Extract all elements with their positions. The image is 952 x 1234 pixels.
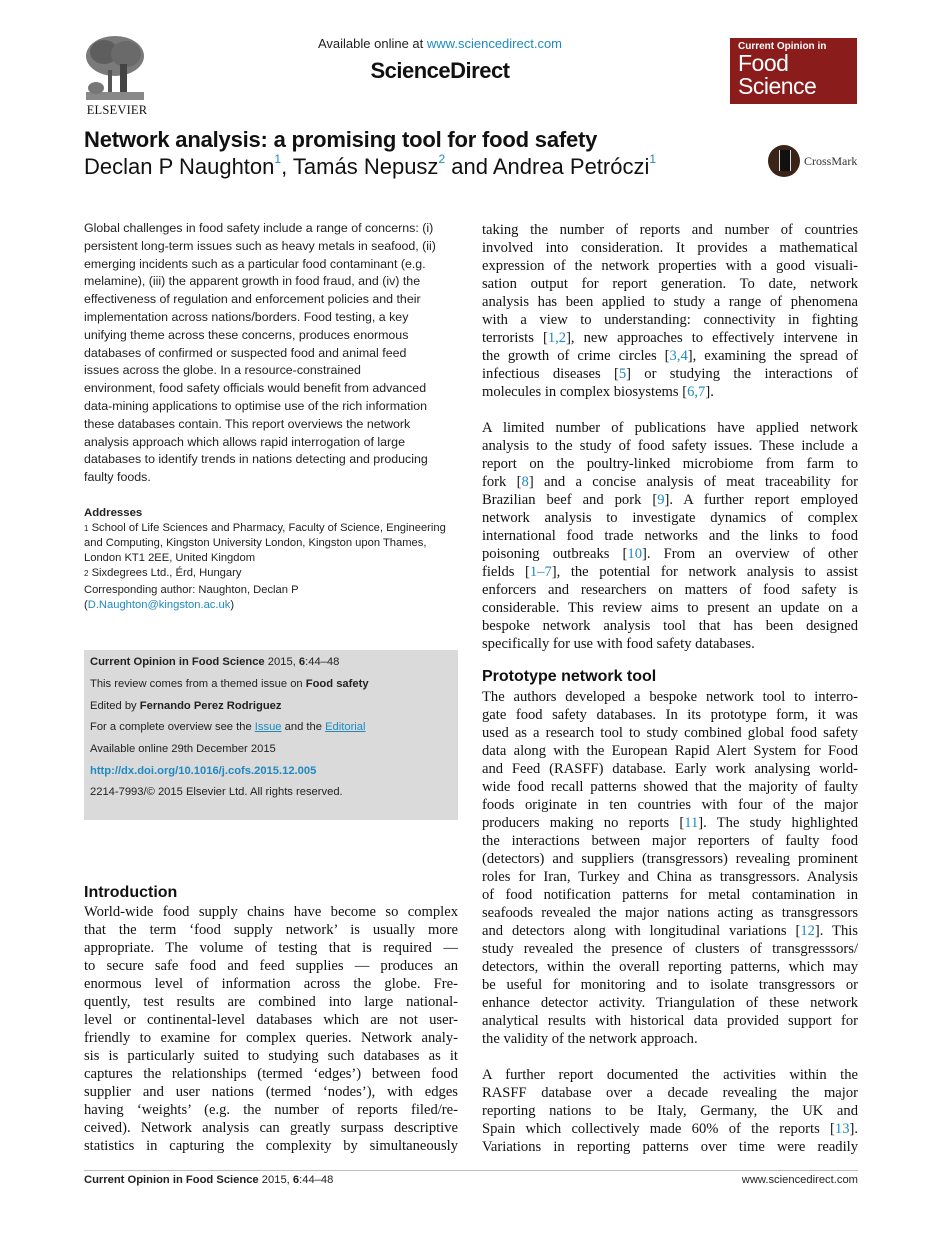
available-online-line <box>230 36 650 51</box>
text-line: enhance detector activity. Triangulation of these network <box>482 995 858 1011</box>
abstract-line: Global challenges in food safety include a range of concerns: (i) <box>84 221 434 235</box>
text-line: having ‘weights’ (e.g. the number of reports filed/re- <box>84 1102 458 1118</box>
prototype-heading: Prototype network tool <box>482 668 657 685</box>
text-line: wide food recall patterns showed that the majority of faulty <box>482 779 858 795</box>
text-line: of food notification patterns for metal contamination in <box>482 887 858 903</box>
text-line: analytical results with historical data provided support for <box>482 1013 858 1029</box>
text-line: supplier and user nations (termed ‘nodes’), with edges <box>84 1084 458 1100</box>
publisher-name: ELSEVIER <box>86 103 148 117</box>
abstract-line: analysis approach which allows rapid interrogation of large <box>84 434 405 449</box>
corresponding-email-wrap: (D.Naughton@kingston.ac.uk) <box>84 599 235 611</box>
editorial-link[interactable]: Editorial <box>325 721 366 733</box>
corresponding-email-link[interactable]: D.Naughton@kingston.ac.uk <box>87 599 231 611</box>
address-line: School of Life Sciences and Pharmacy, Faculty of Science, Engineering <box>91 522 446 534</box>
author-name: Andrea Petróczi <box>492 154 650 179</box>
abstract-line: issues across the globe. In a resource-constrained <box>84 363 361 378</box>
text-line: quently, test results are combined into large national- <box>84 994 458 1010</box>
info-themed-topic: Food safety <box>305 678 369 690</box>
text-line: fields [1–7], the potential for network analysis to assist <box>482 564 858 580</box>
affiliation-marker[interactable]: 1 <box>274 152 282 166</box>
body-paragraph-rasff <box>482 1066 858 1156</box>
footer-volume: 6 <box>292 1174 300 1186</box>
citation-link[interactable]: 8 <box>521 474 529 490</box>
journal-badge-line1: Food <box>738 50 789 76</box>
citation-link[interactable]: 1–7 <box>529 564 552 580</box>
abstract-line: persistent long-term issues such as heavy metals in seafood, (ii) <box>84 238 436 253</box>
citation-link[interactable]: 12 <box>800 923 815 939</box>
doi-link[interactable]: http://dx.doi.org/10.1016/j.cofs.2015.12.005 <box>90 765 317 777</box>
text-line: be useful for monitoring and to isolate transgressors or <box>482 977 858 993</box>
author-separator: and <box>445 154 493 179</box>
text-line: with a view to understanding: connectivity in fighting <box>482 312 858 328</box>
text-line: level or continental-level databases which are not user- <box>84 1012 458 1028</box>
author-name: Tamás Nepusz <box>292 154 439 179</box>
address-line: Sixdegrees Ltd., Érd, Hungary <box>91 567 242 579</box>
abstract-line: databases to identify trends in nations detecting and producing <box>84 452 428 467</box>
body-paragraph-food-safety-publications <box>482 419 858 653</box>
available-online-prefix: Available online at <box>317 36 424 51</box>
citation-link[interactable]: 10 <box>627 546 643 562</box>
text-line: producers making no reports [11]. The study highlighted <box>482 815 859 831</box>
info-editor-name: Fernando Perez Rodriguez <box>139 700 282 712</box>
text-line: expression of the network properties with a good visuali- <box>482 258 858 274</box>
text-line: appropriate. The volume of testing that is required — <box>84 940 458 956</box>
info-themed-issue <box>90 678 369 690</box>
author-name: Declan P Naughton <box>84 154 275 179</box>
text-line: international food trade networks and the links to food <box>482 528 858 544</box>
text-line: (detectors) and suppliers (transgressors) revealing prominent <box>482 851 858 867</box>
text-line: analysis has been applied to study a range of phenomena <box>482 294 858 310</box>
abstract-line: unifying theme across these concerns, produces enormous <box>84 327 409 342</box>
author-list <box>84 154 656 180</box>
info-copyright: 2214-7993/© 2015 Elsevier Ltd. All rights reserved. <box>90 786 343 798</box>
journal-badge-top: Current Opinion in <box>738 41 827 52</box>
text-line: data along with the European Rapid Alert System for Food <box>482 743 858 759</box>
affiliation-marker[interactable]: 1 <box>649 152 657 166</box>
footer-divider <box>84 1170 858 1171</box>
info-available: Available online 29th December 2015 <box>90 743 276 755</box>
citation-link[interactable]: 13 <box>834 1121 850 1137</box>
introduction-heading: Introduction <box>84 884 178 901</box>
address-number: 2 <box>84 569 89 578</box>
citation-link[interactable]: 11 <box>684 815 699 831</box>
abstract-line: implementation across nations/borders. Food testing, a key <box>84 309 409 324</box>
abstract-line: emerging incidents such as a particular food contaminant (e.g. <box>84 256 426 271</box>
prototype-paragraph <box>482 688 858 1048</box>
text-line: gate food safety databases. In its prototype form, it was <box>482 707 858 723</box>
addresses-heading: Addresses <box>84 507 143 519</box>
info-volume: 6 <box>298 656 306 668</box>
text-line: bespoke network analysis tool that has been designed <box>482 618 858 634</box>
text-line: that the term ‘food supply network’ is usually more <box>84 922 458 938</box>
abstract-line: environment, food safety officials would benefit from advanced <box>84 381 427 396</box>
citation-link[interactable]: 6,7 <box>687 384 706 400</box>
issue-link[interactable]: Issue <box>254 721 282 733</box>
info-editor <box>90 700 282 712</box>
article-info-box <box>84 650 458 820</box>
author-separator: , <box>281 154 293 179</box>
info-pages: :44–48 <box>305 656 340 668</box>
text-line: sation output for report generation. To date, network <box>482 276 858 292</box>
text-line: the growth of crime circles [3,4], examining the spread of <box>482 348 858 364</box>
info-overview <box>90 721 366 733</box>
text-line: RASFF database over a decade revealing the major <box>482 1085 858 1101</box>
abstract-line: these databases contain. This report overviews the network <box>84 416 411 431</box>
footer-site: www.sciencedirect.com <box>741 1174 858 1186</box>
address-line: and Computing, Kingston University London, Kingston upon Thames, <box>84 537 427 549</box>
text-line: molecules in complex biosystems [6,7]. <box>482 384 714 400</box>
text-line: to secure safe food and feed supplies — produces an <box>84 958 458 974</box>
citation-link[interactable]: 3,4 <box>669 348 688 364</box>
abstract-line: databases of confirmed or suspected food and animal feed <box>84 345 407 360</box>
text-line: study revealed the presence of clusters of transgresssors/ <box>482 941 858 957</box>
footer-journal: Current Opinion in Food Science <box>84 1174 259 1186</box>
crossmark-bookmark-icon <box>779 150 791 171</box>
text-line: detectors, within the overall reporting patterns, which may <box>482 959 858 975</box>
text-line: friendly to examine for complex queries. Network analy- <box>84 1030 458 1046</box>
crossmark-button[interactable] <box>768 145 868 181</box>
text-line: World-wide food supply chains have become so complex <box>84 904 458 920</box>
text-line: roles for Iran, Turkey and China as transgressors. Analysis <box>482 869 858 885</box>
footer-citation <box>84 1174 333 1186</box>
text-line: analysis to the study of food safety issues. These include a <box>482 438 858 454</box>
text-line: enormous level of information across the globe. Fre- <box>84 976 458 992</box>
info-journal: Current Opinion in Food Science <box>90 656 265 668</box>
crossmark-label: CrossMark <box>804 154 858 168</box>
text-line: captures the relationships (termed ‘edges’) between food <box>84 1066 458 1082</box>
citation-link[interactable]: 1,2 <box>547 330 567 346</box>
text-line: A further report documented the activities within the <box>482 1067 858 1083</box>
text-line: network analysis to investigate dynamics of complex <box>482 510 858 526</box>
text-line: seafoods revealed the major nations acting as transgressors <box>482 905 858 921</box>
text-line: A limited number of publications have applied network <box>482 420 858 436</box>
text-line: fork [8] and a concise analysis of meat traceability for <box>482 474 858 490</box>
article-title: Network analysis: a promising tool for food safety <box>84 127 598 152</box>
text-line: foods originate in ten countries with four of the major <box>482 797 858 813</box>
introduction-paragraph <box>84 903 458 1155</box>
info-overview-mid: and the <box>281 721 326 733</box>
text-line: specifically for use with food safety databases. <box>482 636 755 652</box>
sciencedirect-link[interactable]: www.sciencedirect.com <box>426 36 563 51</box>
info-edited-prefix: Edited by <box>90 700 140 712</box>
text-line: the validity of the network approach. <box>482 1031 698 1047</box>
text-line: reporting nations to be Italy, Germany, the UK and <box>482 1103 858 1119</box>
text-line: ceived). Network analysis can greatly surpass descriptive <box>84 1120 458 1136</box>
footer-year: 2015, <box>258 1174 293 1186</box>
journal-badge-line2: Science <box>738 73 817 99</box>
body-paragraph-network-applications <box>482 221 858 401</box>
abstract-line: melamine), (iii) the apparent growth in food fraud, and (iv) the <box>84 274 421 289</box>
text-line: used as a research tool to study combined global food safety <box>482 725 858 741</box>
citation-link[interactable]: 5 <box>618 366 627 382</box>
platform-title: ScienceDirect <box>370 58 510 83</box>
text-line: sis is particularly suited to studying such databases as it <box>84 1048 458 1064</box>
journal-cover-badge <box>730 38 857 104</box>
text-line: Brazilian beef and pork [9]. A further report employed <box>482 492 858 508</box>
text-line: Spain which collectively made 60% of the reports [13]. <box>482 1121 858 1137</box>
info-doi-wrap <box>90 765 316 777</box>
abstract-line: effectiveness of regulation and enforcement policies and their <box>84 292 421 307</box>
citation-link[interactable]: 9 <box>657 492 665 508</box>
text-line: terrorists [1,2], new approaches to effectively intervene in <box>482 330 859 346</box>
info-year: 2015, <box>264 656 299 668</box>
text-line: report on the poultry-linked microbiome from farm to <box>482 456 858 472</box>
info-overview-prefix: For a complete overview see the <box>90 721 255 733</box>
footer-pages: :44–48 <box>299 1174 334 1186</box>
info-themed-prefix: This review comes from a themed issue on <box>90 678 306 690</box>
text-line: the interactions between major reporters of faulty food <box>482 833 858 849</box>
text-line: and detectors along with longitudinal variations [12]. This <box>482 923 858 939</box>
corresponding-author-label: Corresponding author: Naughton, Declan P <box>84 584 299 596</box>
info-citation <box>90 656 339 668</box>
addresses-block <box>84 506 458 581</box>
address-item <box>84 566 458 581</box>
affiliation-marker[interactable]: 2 <box>438 152 446 166</box>
text-line: and Feed (RASFF) database. Early work analysing world- <box>482 761 858 777</box>
journal-badge-title <box>738 52 816 98</box>
abstract-line: data-mining applications to optimise use of the rich information <box>84 398 427 413</box>
text-line: enforcers and researchers on matters of food safety is <box>482 582 858 598</box>
text-line: considerable. This review aims to present an update on a <box>482 600 858 616</box>
text-line: The authors developed a bespoke network tool to interro- <box>482 689 858 705</box>
abstract <box>84 220 458 487</box>
text-line: infectious diseases [5] or studying the interactions of <box>482 366 858 382</box>
text-line: taking the number of reports and number of countries <box>482 222 858 238</box>
address-number: 1 <box>84 524 89 533</box>
text-line: Variations in reporting patterns over time were readily <box>482 1139 858 1155</box>
address-line: London KT1 2EE, United Kingdom <box>84 552 256 564</box>
text-line: poisoning outbreaks [10]. From an overview of other <box>482 546 858 562</box>
abstract-line: faulty foods. <box>84 470 151 485</box>
text-line: involved into consideration. It provides a mathematical <box>482 240 858 256</box>
address-item <box>84 521 458 566</box>
corresponding-author <box>84 583 458 613</box>
text-line: statistics in capturing the complexity by simultaneously <box>84 1138 458 1154</box>
